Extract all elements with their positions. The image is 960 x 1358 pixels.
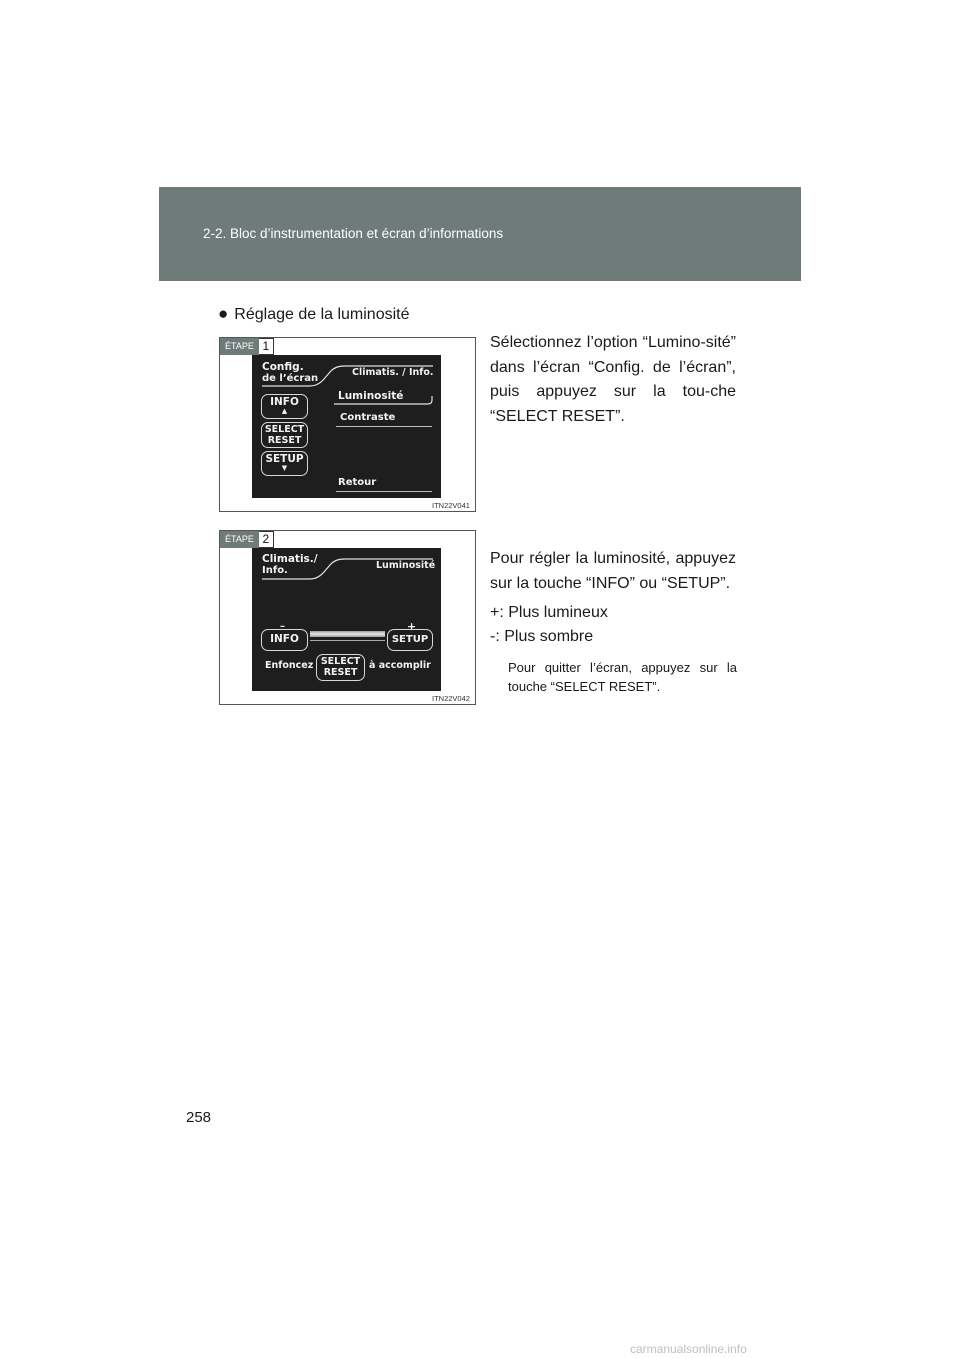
image-code: ITN22V041 <box>432 501 470 510</box>
plus-icon: + <box>407 620 417 633</box>
watermark: carmanualsonline.info <box>630 1342 747 1356</box>
minus-description: -: Plus sombre <box>490 628 594 645</box>
setup-button-label: SETUP <box>265 453 304 465</box>
complete-label: à accomplir <box>369 660 431 671</box>
plus-description: +: Plus lumineux <box>490 604 608 621</box>
step-1-instruction: Sélectionnez l’option “Lumino-sité” dans l’écran “Config. de l’écran”, puis appuyez sur la tou-che “SELECT RESET”. <box>490 334 736 425</box>
image-code: ITN22V042 <box>432 694 470 703</box>
brightness-level-bar <box>310 631 385 637</box>
brightness-track-line <box>310 640 385 641</box>
page-number: 258 <box>186 1109 212 1126</box>
select-reset-button[interactable] <box>261 422 308 448</box>
step-badge-2 <box>220 531 274 548</box>
select-label: SELECT <box>264 424 305 435</box>
step-label: ÉTAPE <box>220 338 259 355</box>
setup-button[interactable] <box>261 451 308 476</box>
select-label: SELECT <box>320 656 361 667</box>
section-title-text: Réglage de la luminosité <box>234 306 410 323</box>
select-reset-button[interactable] <box>316 654 365 681</box>
setup-button[interactable] <box>387 629 433 651</box>
display-screen-1 <box>252 355 441 498</box>
display-screen-2 <box>252 548 441 691</box>
screen-tab: Climatis. / Info. <box>352 367 434 378</box>
info-button[interactable] <box>261 629 308 651</box>
info-button[interactable] <box>261 394 308 419</box>
step-number: 2 <box>259 531 274 548</box>
screen-tab: Luminosité <box>376 560 436 571</box>
menu-item-contraste: Contraste <box>340 412 396 423</box>
screen-title-line2: de l’écran <box>262 373 319 384</box>
screen-title-line1: Config. <box>262 361 304 373</box>
press-label: Enfoncez <box>265 660 314 671</box>
chapter-header <box>159 187 801 281</box>
menu-item-luminosite: Luminosité <box>338 390 404 402</box>
reset-label: RESET <box>323 667 358 678</box>
triangle-down-icon: ▼ <box>281 464 288 472</box>
minus-icon: – <box>280 621 285 632</box>
figure-step-1 <box>219 337 476 512</box>
screen-title-line2: Info. <box>262 565 288 576</box>
screen-title-line1: Climatis./ <box>262 553 318 565</box>
info-button-label: INFO <box>270 396 299 408</box>
section-title <box>218 304 410 324</box>
step-number: 1 <box>259 338 274 355</box>
menu-separator <box>336 426 432 427</box>
reset-label: RESET <box>267 435 302 446</box>
info-button-label: INFO <box>270 633 299 645</box>
menu-separator <box>336 491 432 492</box>
chapter-title: 2-2. Bloc d’instrumentation et écran d’informations <box>203 226 504 241</box>
triangle-up-icon: ▲ <box>281 407 288 415</box>
step-2-instruction: Pour régler la luminosité, appuyez sur la touche “INFO” ou “SETUP”. <box>490 550 736 592</box>
exit-note: Pour quitter l’écran, appuyez sur la touche “SELECT RESET”. <box>508 660 737 694</box>
step-badge-1 <box>220 338 274 355</box>
setup-button-label: SETUP <box>391 634 429 645</box>
menu-item-retour: Retour <box>338 477 377 488</box>
bullet-icon: ● <box>218 304 229 323</box>
step-label: ÉTAPE <box>220 531 259 548</box>
figure-step-2 <box>219 530 476 705</box>
